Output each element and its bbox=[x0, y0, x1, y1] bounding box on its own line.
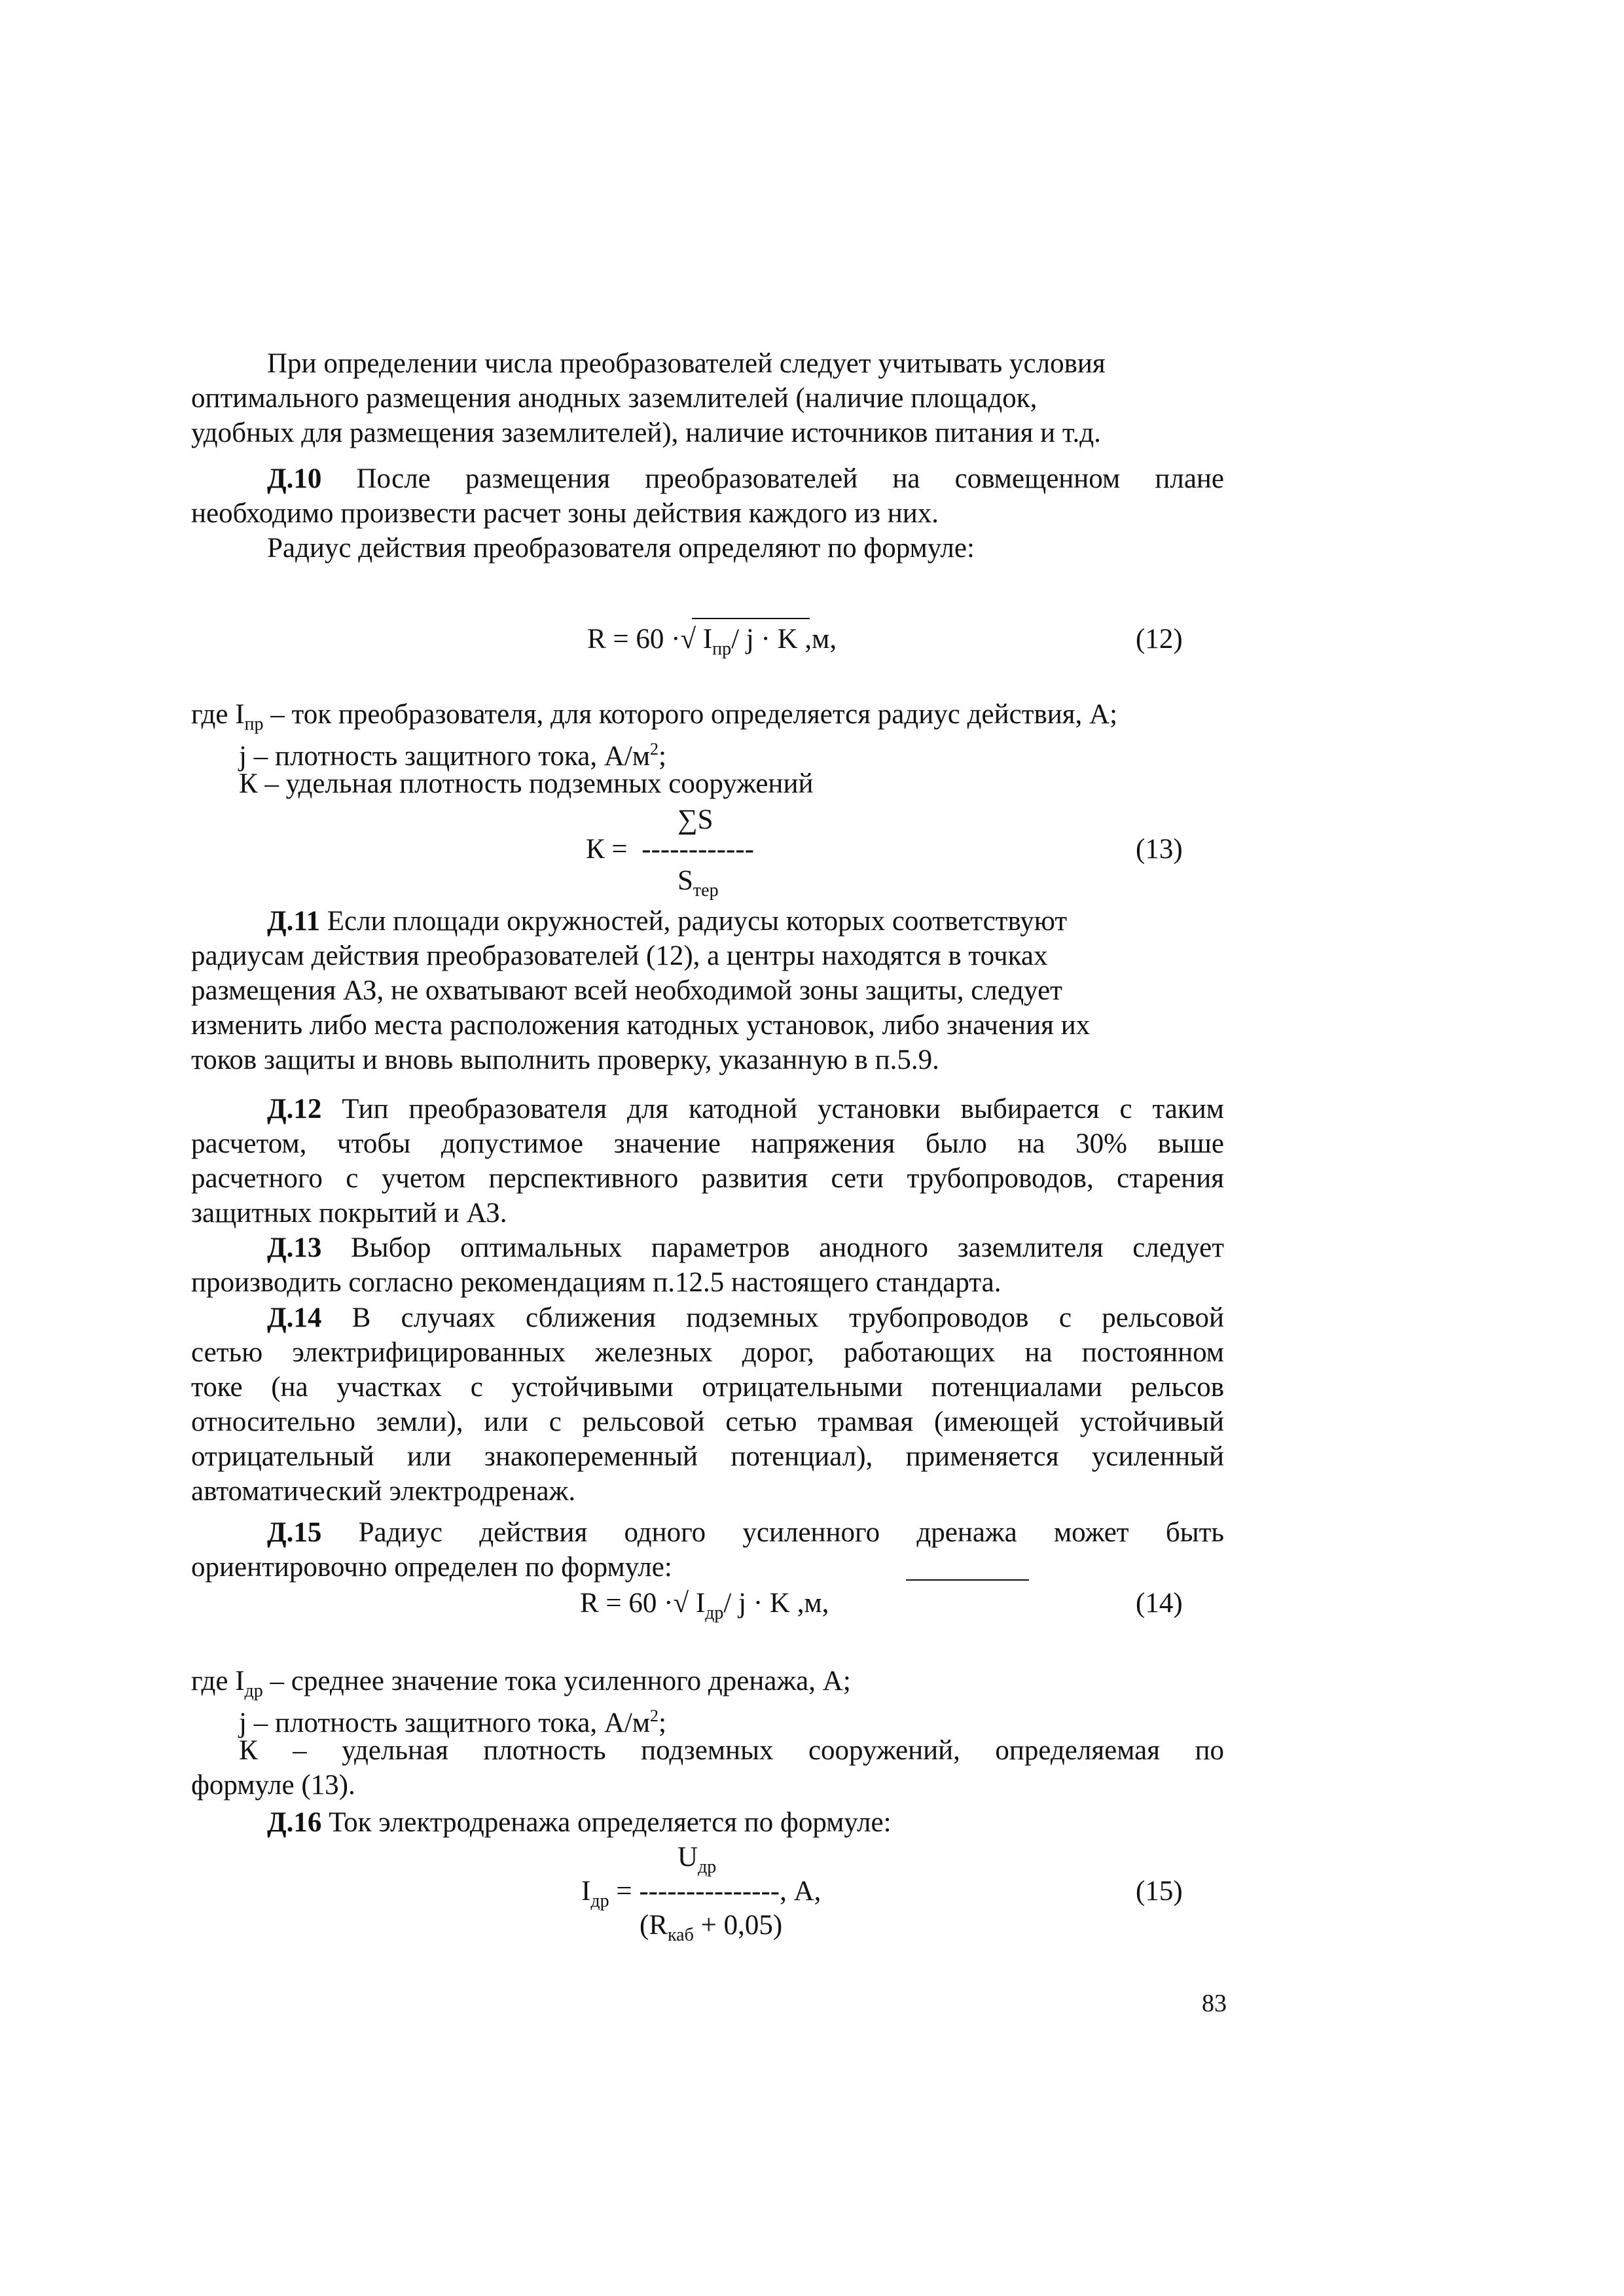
section-d14-line: относительно земли), или с рельсовой сетью трамвая (имеющей устойчивый bbox=[191, 1407, 1224, 1437]
definition-line: формуле (13). bbox=[191, 1770, 355, 1801]
equation-number: (14) bbox=[1136, 1588, 1183, 1619]
equation-13: К = ------------ bbox=[586, 834, 755, 865]
definition-line: j – плотность защитного тока, $А/м^2$; bbox=[239, 1706, 666, 1738]
section-d10-line: Д.10 После размещения преобразователей на совмещенном плане bbox=[267, 463, 1224, 494]
section-d14-line: токе (на участках с устойчивыми отрицательными потенциалами рельсов bbox=[191, 1372, 1224, 1403]
section-label: Д.16 bbox=[267, 1807, 322, 1838]
section-d11-line: размещения АЗ, не охватывают всей необходимой зоны защиты, следует bbox=[191, 975, 1062, 1006]
section-d13-line: Д.13 Выбор оптимальных параметров анодного заземлителя следует bbox=[267, 1232, 1224, 1263]
section-d12-line: расчетом, чтобы допустимое значение напряжения было на 30% выше bbox=[191, 1128, 1224, 1159]
section-d16-line: Д.16 Ток электродренажа определяется по формуле: bbox=[267, 1807, 892, 1838]
section-d12-line: Д.12 Тип преобразователя для катодной установки выбирается с таким bbox=[267, 1094, 1224, 1124]
section-label: Д.14 bbox=[267, 1302, 322, 1333]
section-d12-line: расчетного с учетом перспективного развития сети трубопроводов, старения bbox=[191, 1163, 1224, 1194]
definition-line: К – удельная плотность подземных сооружений, определяемая по bbox=[239, 1735, 1224, 1766]
section-d12-line: защитных покрытий и АЗ. bbox=[191, 1198, 507, 1229]
paragraph-line: При определении числа преобразователей следует учитывать условия bbox=[267, 348, 1106, 379]
paragraph-line: удобных для размещения заземлителей), наличие источников питания и т.д. bbox=[191, 418, 1101, 448]
page-number: 83 bbox=[1202, 1990, 1227, 2017]
section-d14-line: автоматический электродренаж. bbox=[191, 1476, 576, 1507]
section-d14-line: отрицательный или знакопеременный потенциал), применяется усиленный bbox=[191, 1441, 1224, 1472]
sqrt-overline bbox=[692, 618, 810, 619]
paragraph-line: оптимального размещения анодных заземлителей (наличие площадок, bbox=[191, 383, 1038, 414]
section-label: Д.12 bbox=[267, 1094, 322, 1124]
definition-line: j – плотность защитного тока, $А/м^2$; bbox=[239, 740, 666, 772]
section-d11-line: токов защиты и вновь выполнить проверку, указанную в п.5.9. bbox=[191, 1045, 939, 1075]
section-d11-line: радиусам действия преобразователей (12), а центры находятся в точках bbox=[191, 941, 1048, 971]
definition-line: К – удельная плотность подземных сооружений bbox=[239, 768, 814, 799]
equation-15-numerator: $U_{др}$ bbox=[677, 1842, 717, 1877]
sqrt-overline bbox=[906, 1579, 1029, 1581]
equation-14: R = 60 ·√ $I_{др}/$ j · K ,м, bbox=[580, 1588, 829, 1623]
equation-15: $I_{др}$ = ---------------, А, bbox=[581, 1876, 821, 1911]
section-label: Д.11 bbox=[267, 906, 320, 937]
section-label: Д.10 bbox=[267, 463, 322, 494]
section-d11-line: Д.11 Если площади окружностей, радиусы которых соответствуют bbox=[267, 906, 1068, 937]
definition-line: где $I_{пр}$ – ток преобразователя, для которого определяется радиус действия, А; bbox=[191, 699, 1118, 734]
equation-15-denominator: $(R_{каб} + 0,05)$ bbox=[640, 1910, 783, 1945]
section-d10-line: необходимо произвести расчет зоны действия каждого из них. bbox=[191, 498, 939, 529]
section-d11-line: изменить либо места расположения катодных установок, либо значения их bbox=[191, 1010, 1091, 1041]
section-d14-line: сетью электрифицированных железных дорог, работающих на постоянном bbox=[191, 1337, 1224, 1368]
section-d13-line: производить согласно рекомендациям п.12.5 настоящего стандарта. bbox=[191, 1267, 1001, 1298]
equation-number: (12) bbox=[1136, 624, 1183, 655]
equation-13-denominator: $S_{тер}$ bbox=[677, 865, 719, 901]
equation-number: (13) bbox=[1136, 834, 1183, 865]
equation-number: (15) bbox=[1136, 1876, 1183, 1907]
section-d10-line: Радиус действия преобразователя определяют по формуле: bbox=[267, 533, 975, 564]
section-label: Д.13 bbox=[267, 1232, 322, 1263]
equation-13-numerator: ∑S bbox=[677, 804, 713, 835]
section-d14-line: Д.14 В случаях сближения подземных трубопроводов с рельсовой bbox=[267, 1302, 1224, 1333]
section-d15-line: Д.15 Радиус действия одного усиленного дренажа может быть bbox=[267, 1517, 1224, 1548]
section-label: Д.15 bbox=[267, 1517, 322, 1548]
equation-12: R = 60 ·√ $I_{пр}/$ j · K ,м, bbox=[587, 624, 837, 659]
section-d15-line: ориентировочно определен по формуле: bbox=[191, 1552, 672, 1583]
definition-line: где $I_{др}$ – среднее значение тока усиленного дренажа, А; bbox=[191, 1666, 851, 1701]
